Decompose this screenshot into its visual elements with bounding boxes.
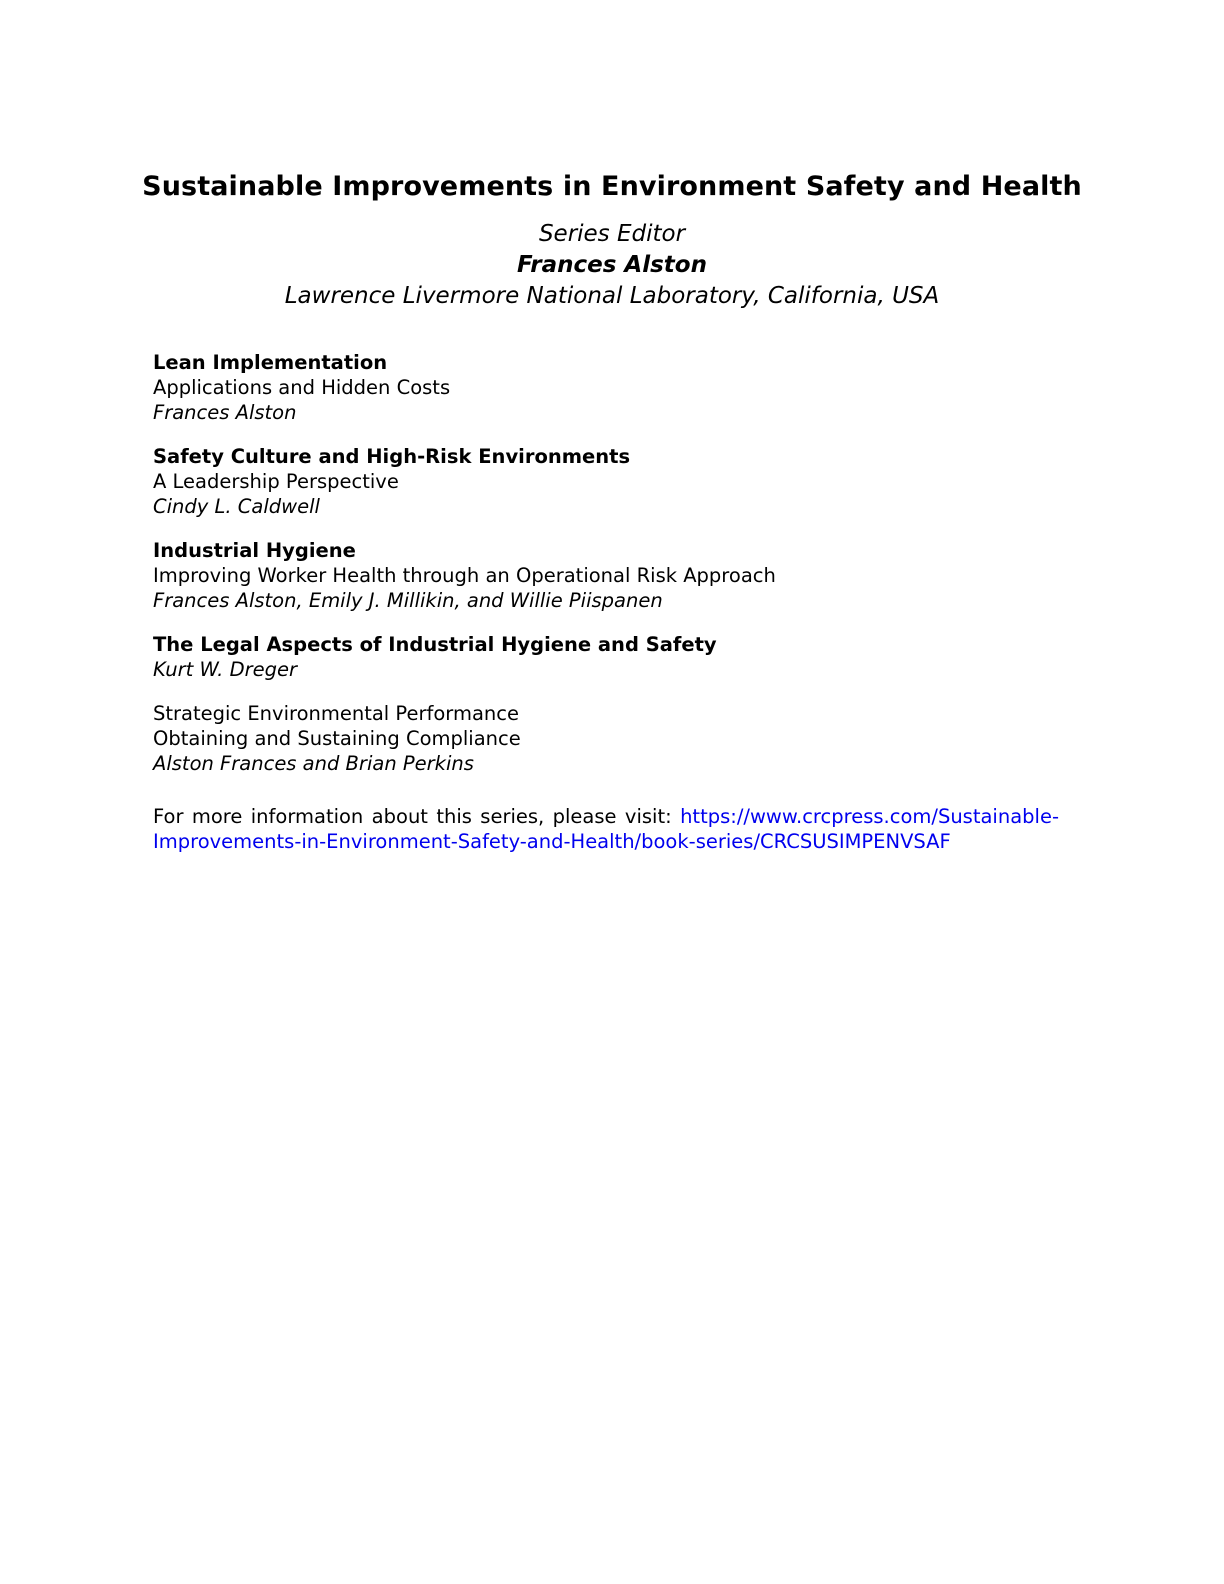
- book-entry: [153, 701, 1073, 776]
- book-title: Strategic Environmental Performance: [153, 702, 519, 725]
- more-info-paragraph: [153, 804, 1059, 854]
- editor-role: Series Editor: [538, 221, 686, 247]
- book-title: Industrial Hygiene: [153, 539, 356, 562]
- book-subtitle: Obtaining and Sustaining Compliance: [153, 727, 521, 750]
- book-authors: Kurt W. Dreger: [153, 658, 297, 681]
- book-title: Safety Culture and High-Risk Environments: [153, 445, 631, 468]
- book-authors: Cindy L. Caldwell: [153, 495, 320, 518]
- book-entry: [153, 350, 1073, 425]
- book-authors: Alston Frances and Brian Perkins: [153, 752, 474, 775]
- book-title: The Legal Aspects of Industrial Hygiene and Safety: [153, 633, 717, 656]
- book-entry: [153, 632, 1073, 682]
- series-title: Sustainable Improvements in Environment Safety and Health: [142, 171, 1082, 202]
- editor-name: Frances Alston: [517, 252, 707, 278]
- book-subtitle: A Leadership Perspective: [153, 470, 399, 493]
- book-subtitle: Applications and Hidden Costs: [153, 376, 451, 399]
- book-title: Lean Implementation: [153, 351, 388, 374]
- more-info-text: For more information about this series, please visit:: [153, 805, 672, 828]
- series-link[interactable]: https://www.crcpress.com/Sustainable-Improvements-in-Environment-Safety-and-Health/book-series/CRCSUSIMPENVSAF: [153, 805, 1059, 853]
- series-editor-block: [0, 219, 1224, 312]
- book-entry: [153, 538, 1073, 613]
- book-list: [153, 350, 1073, 795]
- editor-affiliation: Lawrence Livermore National Laboratory, California, USA: [284, 283, 940, 309]
- book-entry: [153, 444, 1073, 519]
- book-subtitle: Improving Worker Health through an Operational Risk Approach: [153, 564, 776, 587]
- book-authors: Frances Alston: [153, 401, 297, 424]
- book-authors: Frances Alston, Emily J. Millikin, and Willie Piispanen: [153, 589, 663, 612]
